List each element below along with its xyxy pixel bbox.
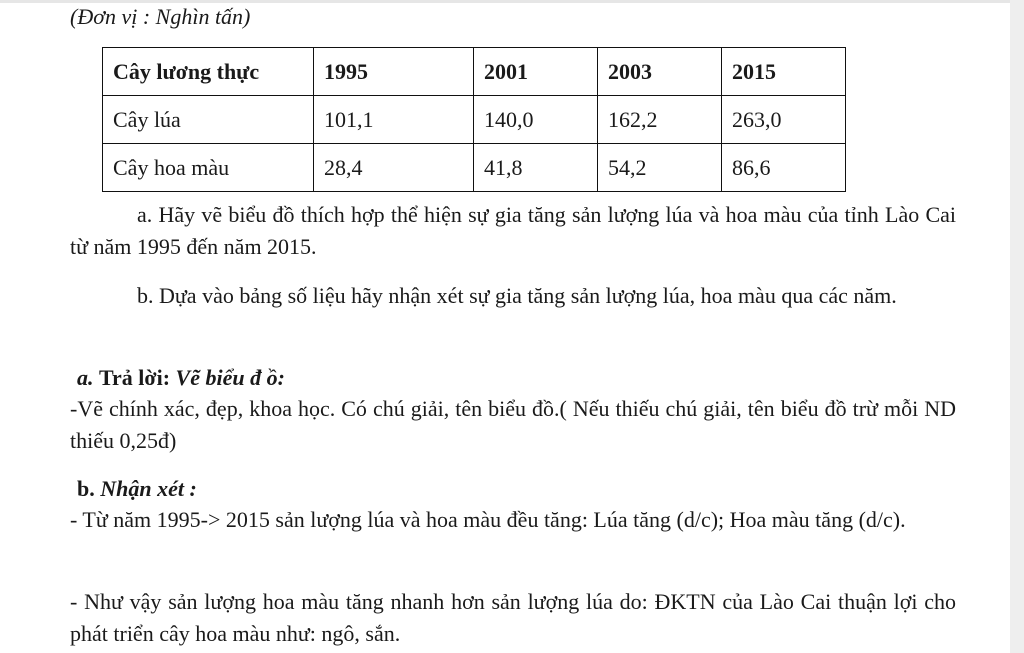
header-cell: 2015	[722, 48, 846, 96]
header-cell: 2001	[474, 48, 598, 96]
table-cell: Cây lúa	[103, 96, 314, 144]
table-header-row	[103, 48, 846, 96]
question-b: b. Dựa vào bảng số liệu hãy nhận xét sự gia tăng sản lượng lúa, hoa màu qua các năm.	[137, 283, 897, 308]
header-cell: 2003	[598, 48, 722, 96]
table-cell: 28,4	[314, 144, 474, 192]
answer-a-heading	[77, 362, 285, 394]
table-cell: 54,2	[598, 144, 722, 192]
question-a: a. Hãy vẽ biểu đồ thích hợp thể hiện sự gia tăng sản lượng lúa và hoa màu của tỉnh Lào Cai từ năm 1995 đến năm 2015.	[70, 202, 956, 259]
top-edge	[0, 0, 1024, 3]
header-cell: 1995	[314, 48, 474, 96]
answer-b-heading	[77, 473, 197, 505]
production-table	[102, 47, 846, 192]
answer-b-label: b.	[77, 476, 95, 501]
table-cell: 140,0	[474, 96, 598, 144]
table-cell: Cây hoa màu	[103, 144, 314, 192]
table-cell: 263,0	[722, 96, 846, 144]
answer-a-label: a.	[77, 365, 94, 390]
answer-a-title: Trả lời:	[99, 365, 171, 390]
table-cell: 86,6	[722, 144, 846, 192]
table-cell: 41,8	[474, 144, 598, 192]
table-row	[103, 144, 846, 192]
unit-note: (Đơn vị : Nghìn tấn)	[70, 4, 251, 29]
answer-b-para2: - Như vậy sản lượng hoa màu tăng nhanh hơn sản lượng lúa do: ĐKTN của Lào Cai thuận lợi cho phát triển cây hoa màu như: ngô, sắn.	[70, 589, 956, 646]
answer-b-para1: - Từ năm 1995-> 2015 sản lượng lúa và hoa màu đều tăng: Lúa tăng (d/c); Hoa màu tăng (d/c).	[70, 507, 906, 532]
answer-b-title: Nhận xét :	[100, 476, 197, 501]
table-cell: 101,1	[314, 96, 474, 144]
header-cell: Cây lương thực	[103, 48, 314, 96]
right-edge	[1010, 0, 1024, 653]
table-cell: 162,2	[598, 96, 722, 144]
answer-a-text: -Vẽ chính xác, đẹp, khoa học. Có chú giải, tên biểu đồ.( Nếu thiếu chú giải, tên biểu đồ trừ mỗi ND thiếu 0,25đ)	[70, 396, 956, 453]
table-row	[103, 96, 846, 144]
answer-a-subtitle: Vẽ biểu đ ồ:	[175, 365, 285, 390]
